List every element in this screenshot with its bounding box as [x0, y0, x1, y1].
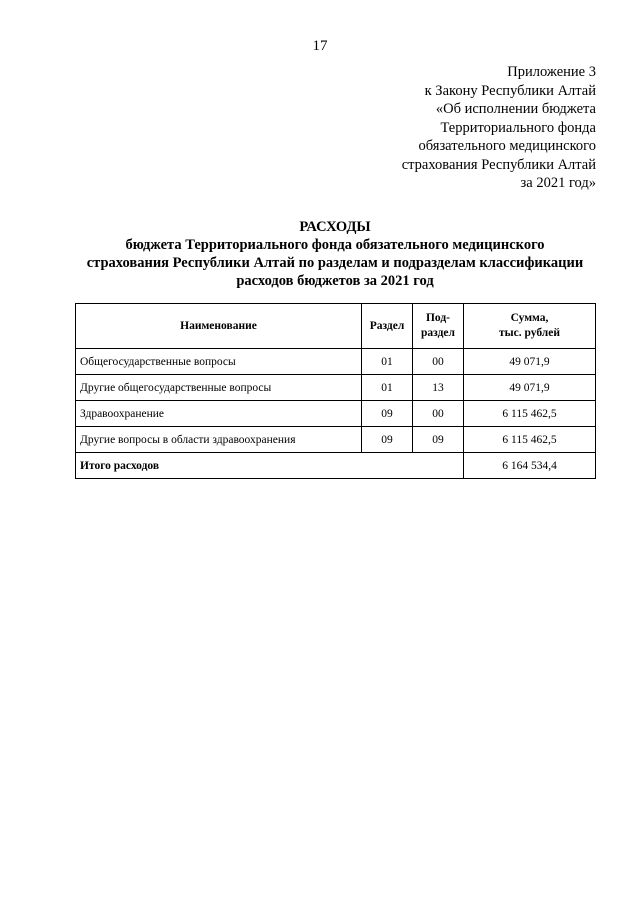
appendix-note [402, 63, 596, 193]
document-title [60, 218, 610, 290]
header-sum-line2: тыс. рублей [499, 327, 560, 339]
appendix-line: страхования Республики Алтай [401, 156, 596, 173]
header-subsection [413, 304, 464, 349]
header-sum [464, 304, 596, 349]
row-sum: 6 115 462,5 [464, 401, 596, 427]
row-section: 01 [362, 349, 413, 375]
table-header-row [76, 304, 596, 349]
total-label: Итого расходов [76, 453, 464, 479]
appendix-line: за 2021 год» [520, 175, 596, 191]
header-subsection-line2: раздел [421, 327, 455, 339]
table-row [76, 401, 596, 427]
row-name: Другие вопросы в области здравоохранения [76, 427, 362, 453]
row-name: Общегосударственные вопросы [76, 349, 362, 375]
total-sum: 6 164 534,4 [464, 453, 596, 479]
table-total-row [76, 453, 596, 479]
title-main: РАСХОДЫ [299, 219, 371, 235]
appendix-line: к Закону Республики Алтай [424, 82, 596, 99]
appendix-line: обязательного медицинского [418, 138, 596, 154]
row-sum: 6 115 462,5 [464, 427, 596, 453]
expenses-table [75, 303, 596, 479]
row-section: 01 [362, 375, 413, 401]
row-name: Другие общегосударственные вопросы [76, 375, 362, 401]
row-subsection: 00 [413, 401, 464, 427]
header-name: Наименование [76, 304, 362, 349]
row-subsection: 13 [413, 375, 464, 401]
header-sum-line1: Сумма, [510, 312, 549, 324]
title-line: бюджета Территориального фонда обязательного медицинского [125, 237, 545, 253]
table-row [76, 375, 596, 401]
header-section: Раздел [362, 304, 413, 349]
row-sum: 49 071,9 [464, 375, 596, 401]
row-name: Здравоохранение [76, 401, 362, 427]
row-section: 09 [362, 401, 413, 427]
table-row [76, 427, 596, 453]
header-subsection-line1: Под- [425, 312, 450, 324]
row-section: 09 [362, 427, 413, 453]
appendix-line: «Об исполнении бюджета [435, 101, 596, 117]
table-row [76, 349, 596, 375]
row-subsection: 00 [413, 349, 464, 375]
row-subsection: 09 [413, 427, 464, 453]
appendix-line: Приложение 3 [507, 64, 596, 80]
title-line: расходов бюджетов за 2021 год [236, 273, 434, 289]
title-line: страхования Республики Алтай по разделам и подразделам классификации [86, 255, 584, 271]
page-number: 17 [312, 38, 328, 54]
appendix-line: Территориального фонда [440, 119, 596, 136]
row-sum: 49 071,9 [464, 349, 596, 375]
